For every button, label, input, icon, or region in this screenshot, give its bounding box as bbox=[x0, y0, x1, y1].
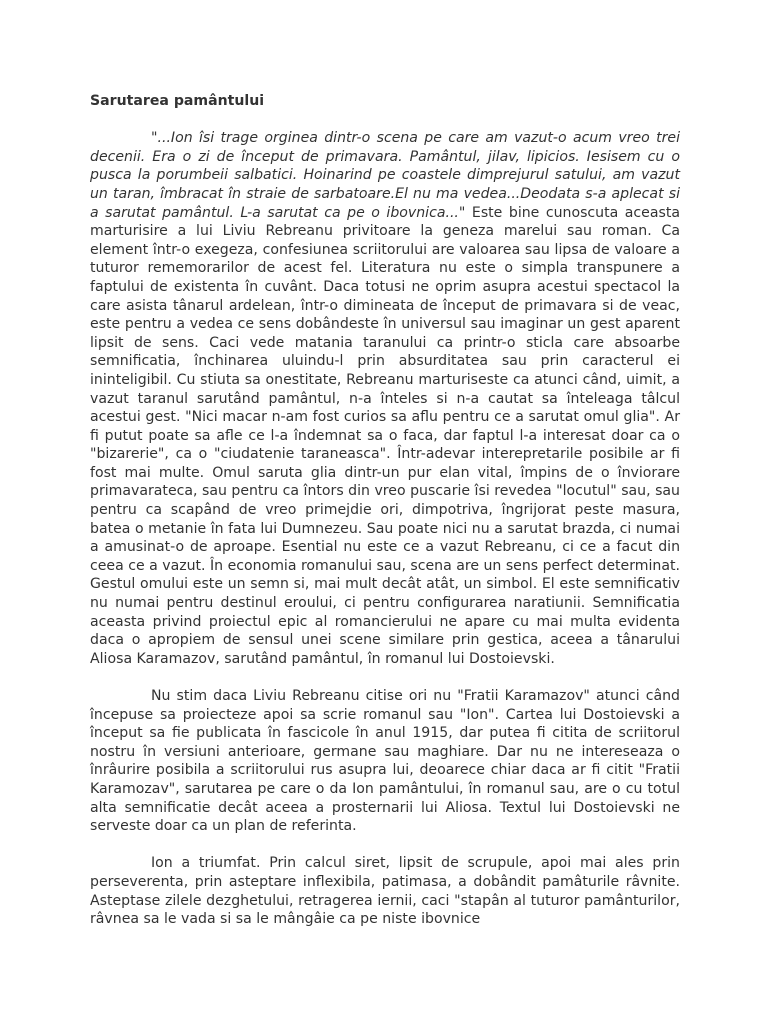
paragraph-1-text: Este bine cunoscuta aceasta marturisire a lui Liviu Rebreanu privitoare la geneza marelui sau roman. Ca element într-o exegeza, confesiunea scriitorului are valoarea sau lipsa de valoare a tuturor rememorarilor de acest fel. Literatura nu este o simpla transpunere a faptului de existenta în cuvânt. Daca totusi ne oprim asupra acestui spectacol la care asista tânarul ardelean, într-o dimineata de început de primavara si de veac, este pentru a vedea ce sens dobândeste în universul sau imaginar un gest aparent lipsit de sens. Caci vede matania taranului ca printr-o sticla care absoarbe semnificatia, închinarea uluindu-l prin absurditatea sau prin caracterul ei ininteligibil. Cu stiuta sa onestitate, Rebreanu marturiseste ca atunci când, uimit, a vazut taranul sarutând pamântul, n-a înteles si n-a cautat sa înteleaga tâlcul acestui gest. "Nici macar n-am fost curios sa aflu pentru ce a sarutat omul glia". Ar fi putut poate sa afle ce l-a îndemnat sa o faca, dar faptul l-a interesat doar ca o "bizarerie", ca o "ciudatenie taraneasca". Într-adevar interepretarile posibile ar fi fost mai multe. Omul saruta glia dintr-un pur elan vital, împins de o înviorare primavarateca, sau pentru ca întors din vreo puscarie îsi revedea "locutul" sau, sau pentru ca scapând de vreo primejdie ori, dimpotriva, îngrijorat peste masura, batea o metanie în fata lui Dumnezeu. Sau poate nici nu a sarutat brazda, ci numai a amusinat-o de aproape. Esential nu este ce a vazut Rebreanu, ci ce a facut din ceea ce a vazut. În economia romanului sau, scena are un sens perfect determinat. Gestul omului este un semn si, mai mult decât atât, un simbol. El este semnificativ nu numai pentru destinul eroului, ci pentru configurarea naratiunii. Semnificatia aceasta privind proiectul epic al romancierului ne apare cu mai multa evidenta daca o apropiem de sensul unei scene similare prin gestica, aceea a tânarului Aliosa Karamazov, sarutând pamântul, în romanul lui Dostoievski. bbox=[90, 204, 680, 667]
paragraph-2 bbox=[90, 687, 680, 836]
document-page bbox=[90, 92, 680, 947]
opening-quote: "...Ion îsi trage orginea dintr-o scena pe care am vazut-o acum vreo trei decenii. Era o zi de început de primavara. Pamântul, jilav, lipicios. Iesisem cu o pusca la porumbeii salbatici. Hoinarind pe coastele dimprejurul satului, am vazut un taran, îmbracat în straie de sarbatoare.El nu ma vedea...Deodata s-a aplecat si a sarutat pamântul. L-a sarutat ca pe o ibovnica..." bbox=[90, 130, 680, 221]
paragraph-3-text: Ion a triumfat. Prin calcul siret, lipsit de scrupule, apoi mai ales prin perseverenta, prin asteptare inflexibila, patimasa, a dobândit pamâturile râvnite. Asteptase zilele dezghetului, retragerea iernii, caci "stapân al tuturor pamânturilor, râvnea sa le vada si sa le mângâie ca pe niste ibovnice bbox=[90, 855, 680, 928]
paragraph-1 bbox=[90, 129, 680, 668]
paragraph-2-text: Nu stim daca Liviu Rebreanu citise ori nu "Fratii Karamazov" atunci când începuse sa proiecteze apoi sa scrie romanul sau "Ion". Cartea lui Dostoievski a început sa fie publicata în fascicole în anul 1915, dar putea fi citita de scriitorul nostru în versiuni anterioare, germane sau maghiare. Dar nu ne intereseaza o înrâurire posibila a scriitorului rus asupra lui, deoarece chiar daca ar fi citit "Fratii Karamozav", sarutarea pe care o da Ion pamântului, în romanul sau, are o cu totul alta semnificatie decât aceea a prosternarii lui Aliosa. Textul lui Dostoievski ne serveste doar ca un plan de referinta. bbox=[90, 688, 680, 835]
document-title: Sarutarea pamântului bbox=[90, 93, 265, 109]
paragraph-3 bbox=[90, 854, 680, 928]
